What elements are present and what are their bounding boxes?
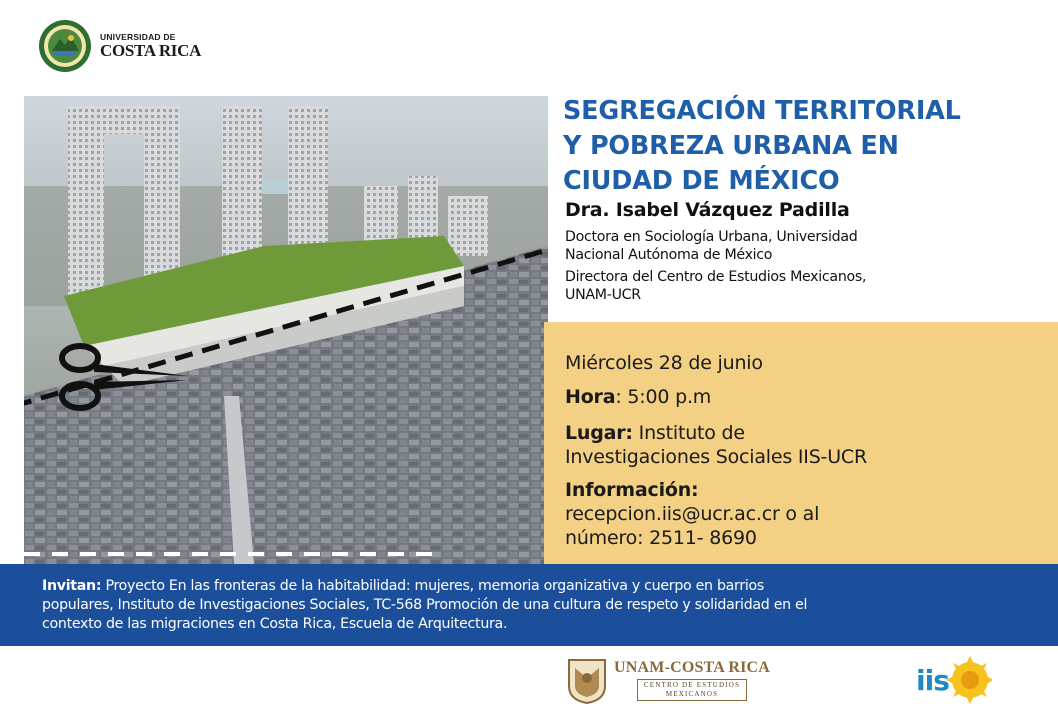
iis-logo bbox=[912, 656, 992, 706]
speaker-role-director bbox=[565, 268, 1045, 304]
invitan-line1: Proyecto En las fronteras de la habitabilidad: mujeres, memoria organizativa y cuerpo en barrios bbox=[101, 578, 764, 594]
role-line: Directora del Centro de Estudios Mexicanos, bbox=[565, 269, 867, 285]
place-line1: Instituto de bbox=[632, 422, 745, 444]
time-value: : 5:00 p.m bbox=[615, 386, 712, 408]
invitan-line3: contexto de las migraciones en Costa Rica, Escuela de Arquitectura. bbox=[42, 616, 508, 632]
city-illustration bbox=[24, 96, 548, 564]
dashed-divider bbox=[24, 552, 444, 556]
city-photo bbox=[24, 96, 548, 564]
ucr-seal-icon bbox=[38, 19, 92, 73]
unam-sub-line: CENTRO DE ESTUDIOS bbox=[643, 681, 741, 689]
invitan-label: Invitan: bbox=[42, 578, 102, 594]
role-line: UNAM-UCR bbox=[565, 287, 641, 303]
speaker-name: Dra. Isabel Vázquez Padilla bbox=[565, 199, 850, 221]
contact-phone-line: número: 2511- 8690 bbox=[565, 527, 757, 549]
role-line: Doctora en Sociología Urbana, Universidad bbox=[565, 229, 858, 245]
event-title bbox=[563, 94, 1053, 199]
ucr-logo-line1: UNIVERSIDAD DE bbox=[100, 31, 176, 42]
event-date: Miércoles 28 de junio bbox=[565, 352, 763, 374]
contact-email-line[interactable]: recepcion.iis@ucr.ac.cr o al bbox=[565, 503, 820, 525]
speaker-role-doctorate bbox=[565, 228, 1045, 264]
unam-name: UNAM-COSTA RICA bbox=[614, 659, 771, 676]
event-place bbox=[565, 421, 867, 469]
unam-subtitle bbox=[637, 679, 747, 701]
iis-logo-text: iis bbox=[916, 664, 949, 697]
title-line: Y POBREZA URBANA EN bbox=[563, 131, 899, 161]
unam-seal-icon bbox=[566, 656, 608, 704]
place-line2: Investigaciones Sociales IIS-UCR bbox=[565, 446, 867, 468]
invitan-line2: populares, Instituto de Investigaciones Sociales, TC-568 Promoción de una cultura de respeto y solidaridad en el bbox=[42, 597, 808, 613]
ucr-logo-line2: COSTA RICA bbox=[100, 41, 202, 61]
title-line: SEGREGACIÓN TERRITORIAL bbox=[563, 96, 961, 126]
invitan-text bbox=[42, 577, 1042, 634]
unam-costa-rica-logo bbox=[566, 655, 770, 705]
title-line: CIUDAD DE MÉXICO bbox=[563, 166, 840, 196]
ucr-logo bbox=[38, 18, 208, 74]
event-time bbox=[565, 386, 711, 408]
place-label: Lugar: bbox=[565, 422, 633, 444]
info-label: Información: bbox=[565, 479, 699, 501]
role-line: Nacional Autónoma de México bbox=[565, 247, 773, 263]
time-label: Hora bbox=[565, 386, 616, 408]
unam-sub-line: MEXICANOS bbox=[665, 690, 719, 698]
event-contact bbox=[565, 478, 819, 550]
